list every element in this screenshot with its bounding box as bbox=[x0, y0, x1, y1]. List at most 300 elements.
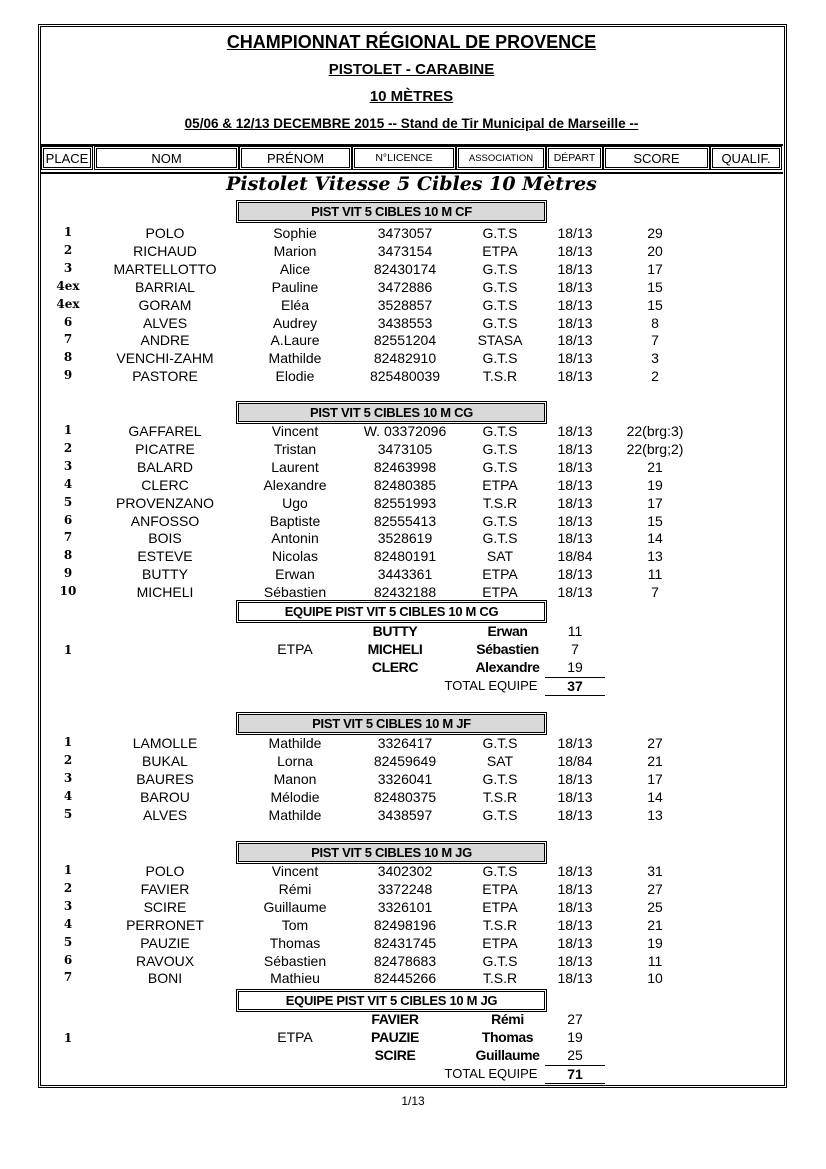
nom-cell: PASTORE bbox=[132, 368, 198, 385]
result-row bbox=[40, 530, 783, 548]
result-row bbox=[40, 261, 783, 279]
prenom-cell: Thomas bbox=[269, 934, 321, 951]
place-cell: 5 bbox=[63, 934, 73, 949]
licence-cell: 82480385 bbox=[373, 476, 437, 493]
team-member-row bbox=[40, 1011, 783, 1029]
licence-cell: 3438597 bbox=[377, 806, 433, 823]
association-cell: G.T.S bbox=[482, 952, 518, 969]
score-cell: 27 bbox=[647, 880, 663, 897]
nom-cell: RICHAUD bbox=[133, 242, 197, 259]
association-cell: G.T.S bbox=[482, 806, 518, 823]
licence-cell: 82431745 bbox=[373, 934, 437, 951]
prenom-cell: Mathieu bbox=[270, 970, 320, 987]
licence-cell: 82480191 bbox=[373, 548, 437, 565]
association-cell: T.S.R bbox=[482, 916, 518, 933]
licence-cell: 3528619 bbox=[377, 530, 433, 547]
association-cell: G.T.S bbox=[482, 423, 518, 439]
place-cell: 6 bbox=[63, 314, 73, 329]
result-row bbox=[40, 807, 783, 825]
team-member-score: 11 bbox=[567, 623, 583, 639]
team-member-prenom: Erwan bbox=[487, 623, 528, 639]
place-cell: 1 bbox=[63, 225, 73, 239]
licence-cell: 3326041 bbox=[377, 770, 433, 787]
place-cell: 7 bbox=[63, 332, 73, 347]
place-cell: 8 bbox=[63, 548, 73, 563]
score-cell: 22(brg;2) bbox=[626, 440, 684, 457]
result-row bbox=[40, 332, 783, 350]
nom-cell: BOIS bbox=[148, 530, 182, 547]
depart-cell: 18/13 bbox=[557, 242, 593, 259]
association-cell: T.S.R bbox=[482, 970, 518, 987]
prenom-cell: Manon bbox=[273, 770, 317, 787]
result-row bbox=[40, 881, 783, 899]
score-cell: 19 bbox=[647, 476, 663, 493]
team-member-score: 7 bbox=[571, 641, 579, 657]
result-row bbox=[40, 970, 783, 988]
prenom-cell: Tristan bbox=[273, 440, 317, 457]
depart-cell: 18/13 bbox=[557, 584, 593, 601]
score-cell: 19 bbox=[647, 934, 663, 951]
category-title: PIST VIT 5 CIBLES 10 M CG bbox=[238, 403, 545, 422]
association-cell: G.T.S bbox=[482, 458, 518, 475]
association-cell: G.T.S bbox=[482, 735, 518, 751]
score-cell: 10 bbox=[647, 970, 663, 987]
prenom-cell: Antonin bbox=[271, 530, 319, 547]
association-cell: SAT bbox=[486, 548, 514, 565]
team-member-score: 19 bbox=[567, 659, 583, 675]
depart-cell: 18/13 bbox=[557, 225, 593, 241]
team-member-row bbox=[40, 623, 783, 641]
association-cell: STASA bbox=[477, 332, 523, 349]
result-row bbox=[40, 350, 783, 368]
prenom-cell: Alexandre bbox=[263, 476, 327, 493]
nom-cell: FAVIER bbox=[140, 880, 190, 897]
association-cell: G.T.S bbox=[482, 863, 518, 879]
depart-cell: 18/13 bbox=[557, 476, 593, 493]
team-total-label: TOTAL EQUIPE bbox=[444, 678, 538, 693]
association-cell: G.T.S bbox=[482, 260, 518, 277]
team-member-row bbox=[40, 659, 783, 677]
depart-cell: 18/13 bbox=[557, 735, 593, 751]
nom-cell: PAUZIE bbox=[140, 934, 190, 951]
licence-cell: 3326101 bbox=[377, 898, 433, 915]
score-cell: 11 bbox=[647, 566, 663, 583]
depart-cell: 18/13 bbox=[557, 440, 593, 457]
licence-cell: 82498196 bbox=[373, 916, 437, 933]
association-cell: G.T.S bbox=[482, 314, 518, 331]
team-member-nom: FAVIER bbox=[371, 1011, 419, 1027]
nom-cell: ANFOSSO bbox=[130, 512, 200, 529]
nom-cell: SCIRE bbox=[143, 898, 187, 915]
depart-cell: 18/13 bbox=[557, 494, 593, 511]
licence-cell: 3372248 bbox=[377, 880, 433, 897]
team-member-row bbox=[40, 1047, 783, 1065]
nom-cell: ALVES bbox=[142, 314, 188, 331]
place-cell: 3 bbox=[63, 260, 73, 275]
licence-cell: 82482910 bbox=[373, 350, 437, 367]
result-row bbox=[40, 917, 783, 935]
depart-cell: 18/13 bbox=[557, 458, 593, 475]
result-row bbox=[40, 315, 783, 333]
nom-cell: BALARD bbox=[136, 458, 194, 475]
col-header-nom: NOM bbox=[96, 148, 237, 168]
licence-cell: 3473154 bbox=[377, 242, 433, 259]
place-cell: 10 bbox=[59, 584, 77, 599]
team-member-prenom: Guillaume bbox=[475, 1047, 540, 1063]
score-cell: 13 bbox=[647, 806, 663, 823]
association-cell: G.T.S bbox=[482, 440, 518, 457]
prenom-cell: Mathilde bbox=[268, 735, 322, 751]
team-total-value: 71 bbox=[567, 1066, 583, 1082]
depart-cell: 18/13 bbox=[557, 806, 593, 823]
licence-cell: 82478683 bbox=[373, 952, 437, 969]
association-cell: T.S.R bbox=[482, 494, 518, 511]
prenom-cell: Sébastien bbox=[263, 952, 327, 969]
depart-cell: 18/13 bbox=[557, 566, 593, 583]
prenom-cell: Erwan bbox=[275, 566, 315, 583]
result-row bbox=[40, 423, 783, 441]
team-title: EQUIPE PIST VIT 5 CIBLES 10 M JG bbox=[238, 991, 545, 1010]
team-member-prenom: Rémi bbox=[491, 1011, 524, 1027]
depart-cell: 18/13 bbox=[557, 296, 593, 313]
prenom-cell: Sophie bbox=[273, 225, 317, 241]
col-header-prenom: PRÉNOM bbox=[241, 148, 350, 168]
team-member-nom: MICHELI bbox=[367, 641, 423, 657]
association-cell: T.S.R bbox=[482, 368, 518, 385]
association-cell: G.T.S bbox=[482, 296, 518, 313]
place-cell: 4ex bbox=[56, 278, 80, 293]
place-cell: 7 bbox=[63, 970, 73, 985]
association-cell: G.T.S bbox=[482, 530, 518, 547]
col-header-place: PLACE bbox=[43, 148, 91, 168]
place-cell: 3 bbox=[63, 770, 73, 785]
category-title: PIST VIT 5 CIBLES 10 M JG bbox=[238, 843, 545, 862]
depart-cell: 18/13 bbox=[557, 512, 593, 529]
place-cell: 2 bbox=[63, 242, 73, 257]
association-cell: ETPA bbox=[482, 242, 518, 259]
result-row bbox=[40, 243, 783, 261]
licence-cell: 82551204 bbox=[373, 332, 437, 349]
association-cell: G.T.S bbox=[482, 770, 518, 787]
place-cell: 6 bbox=[63, 512, 73, 527]
depart-cell: 18/13 bbox=[557, 898, 593, 915]
team-place: 1 bbox=[63, 643, 73, 657]
event-title: Pistolet Vitesse 5 Cibles 10 Mètres bbox=[226, 173, 597, 195]
place-cell: 1 bbox=[63, 735, 73, 749]
result-row bbox=[40, 735, 783, 753]
score-cell: 13 bbox=[647, 548, 663, 565]
depart-cell: 18/13 bbox=[557, 314, 593, 331]
prenom-cell: Alice bbox=[279, 260, 311, 277]
score-cell: 15 bbox=[647, 512, 663, 529]
result-row bbox=[40, 584, 783, 602]
team-member-nom: SCIRE bbox=[374, 1047, 416, 1063]
score-cell: 14 bbox=[647, 530, 663, 547]
team-member-score: 19 bbox=[567, 1029, 583, 1045]
result-row bbox=[40, 789, 783, 807]
licence-cell: 82463998 bbox=[373, 458, 437, 475]
prenom-cell: Mathilde bbox=[268, 350, 322, 367]
licence-cell: W. 03372096 bbox=[363, 423, 447, 439]
licence-cell: 82459649 bbox=[373, 752, 437, 769]
prenom-cell: Nicolas bbox=[272, 548, 318, 565]
result-row bbox=[40, 771, 783, 789]
prenom-cell: Audrey bbox=[272, 314, 318, 331]
dates-location: 05/06 & 12/13 DECEMBRE 2015 -- Stand de Tir Municipal de Marseille -- bbox=[184, 116, 639, 131]
col-header-depart: DÉPART bbox=[548, 148, 601, 168]
nom-cell: BAURES bbox=[136, 770, 194, 787]
score-cell: 7 bbox=[651, 584, 659, 601]
team-member-score: 27 bbox=[567, 1011, 583, 1027]
place-cell: 4 bbox=[63, 916, 73, 931]
total-underline bbox=[545, 1083, 605, 1084]
depart-cell: 18/13 bbox=[557, 530, 593, 547]
licence-cell: 82445266 bbox=[373, 970, 437, 987]
result-row bbox=[40, 297, 783, 315]
prenom-cell: Guillaume bbox=[263, 898, 327, 915]
nom-cell: ESTEVE bbox=[137, 548, 193, 565]
association-cell: ETPA bbox=[482, 880, 518, 897]
prenom-cell: Sébastien bbox=[263, 584, 327, 601]
nom-cell: GAFFAREL bbox=[128, 423, 202, 439]
total-underline bbox=[545, 695, 605, 696]
licence-cell: 3473105 bbox=[377, 440, 433, 457]
prenom-cell: Pauline bbox=[271, 278, 319, 295]
licence-cell: 82432188 bbox=[373, 584, 437, 601]
prenom-cell: A.Laure bbox=[270, 332, 320, 349]
licence-cell: 82430174 bbox=[373, 260, 437, 277]
nom-cell: BARRIAL bbox=[135, 278, 195, 295]
discipline-title: PISTOLET - CARABINE bbox=[328, 61, 495, 78]
prenom-cell: Elodie bbox=[275, 368, 315, 385]
score-cell: 29 bbox=[647, 225, 663, 241]
result-row bbox=[40, 863, 783, 881]
nom-cell: BONI bbox=[147, 970, 183, 987]
result-row bbox=[40, 225, 783, 243]
nom-cell: BUTTY bbox=[142, 566, 188, 583]
licence-cell: 3443361 bbox=[377, 566, 433, 583]
nom-cell: PROVENZANO bbox=[115, 494, 214, 511]
score-cell: 21 bbox=[647, 916, 663, 933]
association-cell: ETPA bbox=[482, 584, 518, 601]
result-row bbox=[40, 459, 783, 477]
place-cell: 3 bbox=[63, 458, 73, 473]
nom-cell: GORAM bbox=[138, 296, 192, 313]
association-cell: G.T.S bbox=[482, 225, 518, 241]
nom-cell: MARTELLOTTO bbox=[113, 260, 217, 277]
depart-cell: 18/13 bbox=[557, 260, 593, 277]
result-row bbox=[40, 566, 783, 584]
document-header bbox=[40, 26, 783, 146]
nom-cell: VENCHI-ZAHM bbox=[116, 350, 214, 367]
depart-cell: 18/13 bbox=[557, 788, 593, 805]
place-cell: 4 bbox=[63, 788, 73, 803]
depart-cell: 18/13 bbox=[557, 368, 593, 385]
result-row bbox=[40, 899, 783, 917]
depart-cell: 18/13 bbox=[557, 863, 593, 879]
score-cell: 2 bbox=[651, 368, 659, 385]
place-cell: 1 bbox=[63, 863, 73, 877]
score-cell: 7 bbox=[651, 332, 659, 349]
association-cell: G.T.S bbox=[482, 512, 518, 529]
team-member-score: 25 bbox=[567, 1047, 583, 1063]
team-association: ETPA bbox=[277, 1029, 313, 1045]
nom-cell: BUKAL bbox=[142, 752, 188, 769]
licence-cell: 82480375 bbox=[373, 788, 437, 805]
score-cell: 22(brg:3) bbox=[626, 423, 684, 439]
place-cell: 8 bbox=[63, 350, 73, 365]
prenom-cell: Lorna bbox=[277, 752, 313, 769]
nom-cell: CLERC bbox=[141, 476, 189, 493]
depart-cell: 18/13 bbox=[557, 278, 593, 295]
depart-cell: 18/13 bbox=[557, 880, 593, 897]
association-cell: ETPA bbox=[482, 476, 518, 493]
licence-cell: 3472886 bbox=[377, 278, 433, 295]
team-title: EQUIPE PIST VIT 5 CIBLES 10 M CG bbox=[238, 602, 545, 621]
depart-cell: 18/84 bbox=[557, 752, 593, 769]
prenom-cell: Mélodie bbox=[270, 788, 320, 805]
prenom-cell: Marion bbox=[273, 242, 317, 259]
result-row bbox=[40, 441, 783, 459]
score-cell: 15 bbox=[647, 278, 663, 295]
team-member-nom: PAUZIE bbox=[371, 1029, 419, 1045]
prenom-cell: Laurent bbox=[271, 458, 319, 475]
score-cell: 31 bbox=[647, 863, 663, 879]
team-total-label: TOTAL EQUIPE bbox=[444, 1066, 538, 1081]
licence-cell: 3528857 bbox=[377, 296, 433, 313]
score-cell: 20 bbox=[647, 242, 663, 259]
depart-cell: 18/13 bbox=[557, 970, 593, 987]
association-cell: ETPA bbox=[482, 898, 518, 915]
depart-cell: 18/13 bbox=[557, 916, 593, 933]
result-row bbox=[40, 953, 783, 971]
depart-cell: 18/13 bbox=[557, 770, 593, 787]
result-row bbox=[40, 495, 783, 513]
score-cell: 27 bbox=[647, 735, 663, 751]
nom-cell: MICHELI bbox=[136, 584, 194, 601]
licence-cell: 3326417 bbox=[377, 735, 433, 751]
score-cell: 17 bbox=[647, 770, 663, 787]
prenom-cell: Baptiste bbox=[269, 512, 321, 529]
place-cell: 3 bbox=[63, 898, 73, 913]
nom-cell: PERRONET bbox=[126, 916, 204, 933]
prenom-cell: Rémi bbox=[278, 880, 312, 897]
page-number: 1/13 bbox=[401, 1094, 425, 1108]
prenom-cell: Eléa bbox=[280, 296, 310, 313]
championship-title: CHAMPIONNAT RÉGIONAL DE PROVENCE bbox=[226, 32, 597, 52]
score-cell: 25 bbox=[647, 898, 663, 915]
nom-cell: RAVOUX bbox=[135, 952, 195, 969]
licence-cell: 82551993 bbox=[373, 494, 437, 511]
score-cell: 15 bbox=[647, 296, 663, 313]
depart-cell: 18/13 bbox=[557, 934, 593, 951]
nom-cell: ANDRE bbox=[140, 332, 190, 349]
place-cell: 5 bbox=[63, 494, 73, 509]
nom-cell: PICATRE bbox=[135, 440, 195, 457]
prenom-cell: Tom bbox=[281, 916, 309, 933]
association-cell: ETPA bbox=[482, 934, 518, 951]
depart-cell: 18/13 bbox=[557, 423, 593, 439]
place-cell: 9 bbox=[63, 566, 73, 581]
score-cell: 11 bbox=[647, 952, 663, 969]
prenom-cell: Mathilde bbox=[268, 806, 322, 823]
team-member-nom: CLERC bbox=[371, 659, 419, 675]
licence-cell: 3402302 bbox=[377, 863, 433, 879]
team-member-row bbox=[40, 641, 783, 659]
col-header-score: SCORE bbox=[605, 148, 708, 168]
score-cell: 14 bbox=[647, 788, 663, 805]
result-row bbox=[40, 279, 783, 297]
place-cell: 2 bbox=[63, 880, 73, 895]
col-header-association: ASSOCIATION bbox=[458, 148, 544, 168]
nom-cell: LAMOLLE bbox=[132, 735, 198, 751]
depart-cell: 18/13 bbox=[557, 350, 593, 367]
association-cell: SAT bbox=[486, 752, 514, 769]
score-cell: 21 bbox=[647, 458, 663, 475]
licence-cell: 82555413 bbox=[373, 512, 437, 529]
category-title: PIST VIT 5 CIBLES 10 M JF bbox=[238, 714, 545, 733]
score-cell: 8 bbox=[651, 314, 659, 331]
team-member-prenom: Sébastien bbox=[476, 641, 539, 657]
place-cell: 6 bbox=[63, 952, 73, 967]
score-cell: 21 bbox=[647, 752, 663, 769]
place-cell: 4ex bbox=[56, 296, 80, 311]
nom-cell: POLO bbox=[145, 225, 185, 241]
nom-cell: ALVES bbox=[142, 806, 188, 823]
licence-cell: 3473057 bbox=[377, 225, 433, 241]
prenom-cell: Vincent bbox=[271, 863, 319, 879]
team-total-value: 37 bbox=[567, 678, 583, 694]
place-cell: 1 bbox=[63, 423, 73, 437]
distance-title: 10 MÈTRES bbox=[369, 88, 454, 105]
nom-cell: POLO bbox=[145, 863, 185, 879]
score-cell: 17 bbox=[647, 494, 663, 511]
depart-cell: 18/84 bbox=[557, 548, 593, 565]
team-place: 1 bbox=[63, 1031, 73, 1045]
category-title: PIST VIT 5 CIBLES 10 M CF bbox=[238, 202, 545, 221]
result-row bbox=[40, 753, 783, 771]
col-header-qualif: QUALIF. bbox=[712, 148, 780, 168]
association-cell: T.S.R bbox=[482, 788, 518, 805]
team-member-prenom: Alexandre bbox=[475, 659, 540, 675]
col-header-licence: N°LICENCE bbox=[354, 148, 454, 168]
prenom-cell: Vincent bbox=[271, 423, 319, 439]
place-cell: 5 bbox=[63, 806, 73, 821]
licence-cell: 3438553 bbox=[377, 314, 433, 331]
association-cell: ETPA bbox=[482, 566, 518, 583]
place-cell: 2 bbox=[63, 440, 73, 455]
team-member-nom: BUTTY bbox=[372, 623, 418, 639]
association-cell: G.T.S bbox=[482, 350, 518, 367]
result-row bbox=[40, 477, 783, 495]
score-cell: 17 bbox=[647, 260, 663, 277]
result-row bbox=[40, 548, 783, 566]
association-cell: G.T.S bbox=[482, 278, 518, 295]
team-association: ETPA bbox=[277, 641, 313, 657]
depart-cell: 18/13 bbox=[557, 332, 593, 349]
team-member-row bbox=[40, 1029, 783, 1047]
result-row bbox=[40, 513, 783, 531]
nom-cell: BAROU bbox=[140, 788, 190, 805]
score-cell: 3 bbox=[651, 350, 659, 367]
prenom-cell: Ugo bbox=[282, 494, 308, 511]
team-member-prenom: Thomas bbox=[481, 1029, 534, 1045]
licence-cell: 825480039 bbox=[369, 368, 441, 385]
result-row bbox=[40, 368, 783, 386]
place-cell: 7 bbox=[63, 530, 73, 545]
result-row bbox=[40, 935, 783, 953]
place-cell: 4 bbox=[63, 476, 73, 491]
